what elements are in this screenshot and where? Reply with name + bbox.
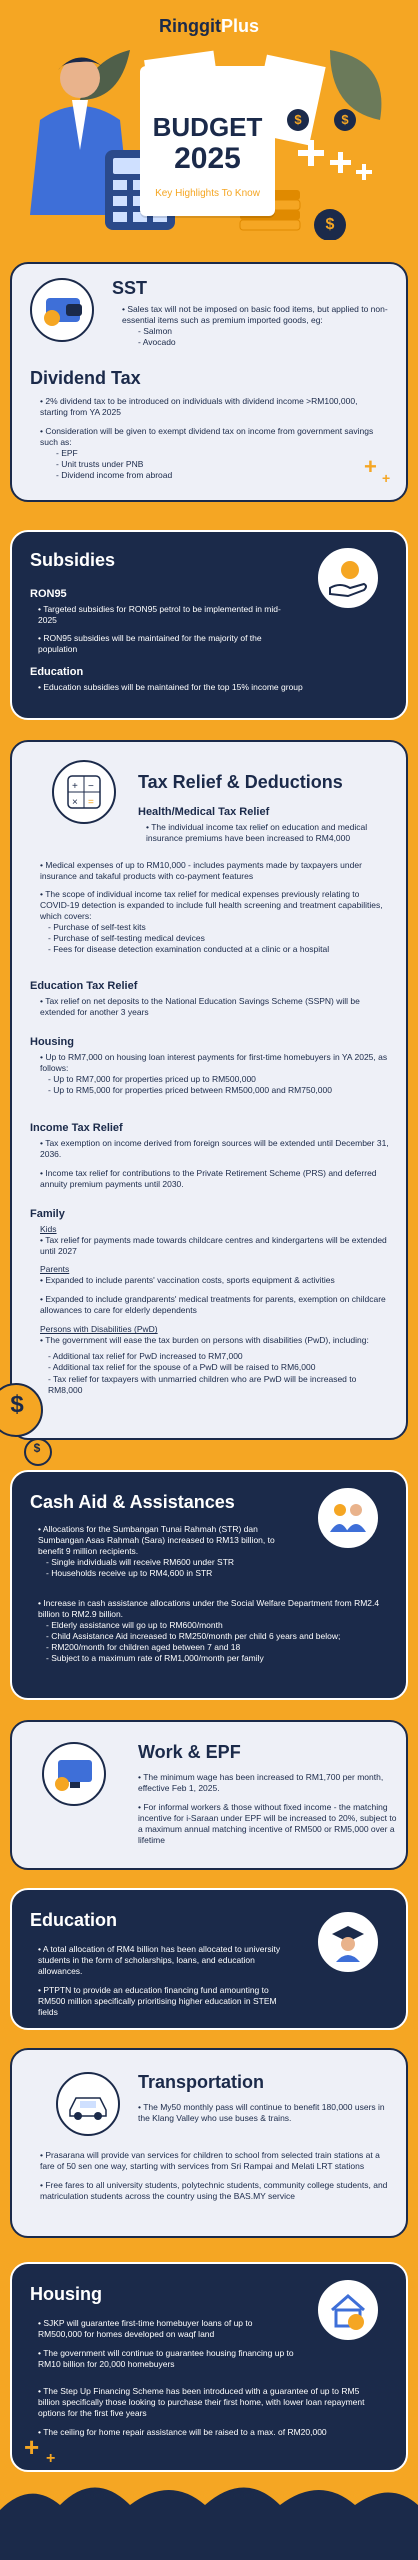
family-icon xyxy=(316,1486,380,1550)
tax-relief-card xyxy=(10,740,408,1440)
subsidies-education-title: Education xyxy=(30,666,84,678)
work-epf-title: Work & EPF xyxy=(138,1742,241,1762)
svg-text:+: + xyxy=(72,781,78,792)
health-relief-bullet-1: • The individual income tax relief on education and medical insurance premiums have been increased to RM4,000 xyxy=(146,822,396,844)
hero-title: BUDGET xyxy=(152,112,263,142)
dividend-title: Dividend Tax xyxy=(30,368,141,388)
ron95-bullet-2: • RON95 subsidies will be maintained for the majority of the population xyxy=(38,633,288,655)
list-item: - Households receive up to RM4,600 in STR xyxy=(46,1568,213,1579)
transportation-title: Transportation xyxy=(138,2072,265,2092)
plus-deco-icon: + xyxy=(364,454,377,479)
plus-deco-icon: + xyxy=(24,2432,40,2462)
housing-relief-bullets: • Up to RM7,000 on housing loan interest payments for first-time homebuyers in YA 2025, as follows: - Up to RM7,000 for properties priced up to RM500,000 - Up to RM5,000 for properties priced between RM500,000 and RM750,000 xyxy=(40,1052,390,1096)
cash-aid-bullets-2: • Increase in cash assistance allocations under the Social Welfare Department from RM2.4 billion to RM2.9 billion. - Elderly assistance will go up to RM600/month - Child Assistance Aid increased to RM250/month per child 6 years and below; - RM200/month for children aged between 7 and 18 - Subject to a maximum rate of RM1,000/month per family xyxy=(38,1598,383,1664)
kids-label: Kids xyxy=(40,1224,57,1234)
svg-text:=: = xyxy=(88,797,94,808)
list-item: - Child Assistance Aid increased to RM250/month per child 6 years and below; xyxy=(46,1631,341,1642)
plus-deco-icon: + xyxy=(46,2450,56,2467)
list-item: - EPF xyxy=(56,448,78,459)
ron95-bullet-1: • Targeted subsidies for RON95 petrol to be implemented in mid-2025 xyxy=(38,604,288,626)
list-item: - Unit trusts under PNB xyxy=(56,459,144,470)
subsidies-card xyxy=(10,530,408,720)
wallet-icon xyxy=(30,278,94,342)
brand-name-main: Ringgit xyxy=(159,16,221,36)
family-relief-section: Kids • Tax relief for payments made towards childcare centres and kindergartens will be extended until 2027 Parents • Expanded to include parents' vaccination costs, sports equipment & activities • Expanded to include grandparents' medical treatments for parents, exemption on childcare allowances to care for elderly dependents Persons with Disabilities (PwD) • The government will ease the tax burden on persons with disabilities (PwD), including: - Additional tax relief for PwD increased to RM7,000 - Additional tax relief for the spouse of a PwD will be raised to RM6,000 - Tax relief for taxpayers with unmarried children who are PwD will be increased to RM8,000 xyxy=(40,1224,390,1396)
tax-relief-title: Tax Relief & Deductions xyxy=(138,772,343,792)
health-relief-bullet-3: • The scope of individual income tax relief for medical expenses previously relating to COVID-19 detection is expanded to include full health screening and treatment capabilities, which covers: xyxy=(40,889,390,922)
housing-bullets-2: • The Step Up Financing Scheme has been introduced with a guarantee of up to RM5 billion specifically those looking to purchase their first home, with lower loan repayment options for the first five years • The ceiling for home repair assistance will be raised to a max. of RM20,000 xyxy=(38,2386,378,2438)
dollar-coin-icon: $ xyxy=(325,216,335,233)
list-item: - Up to RM5,000 for properties priced between RM500,000 and RM750,000 xyxy=(48,1085,332,1096)
education-card xyxy=(10,1888,408,2030)
hand-coin-icon xyxy=(316,546,380,610)
house-coin-icon xyxy=(316,2278,380,2342)
list-item: - Purchase of self-testing medical devices xyxy=(48,933,205,944)
subsidies-title: Subsidies xyxy=(30,550,116,570)
parents-label: Parents xyxy=(40,1264,70,1275)
dollar-coin-icon: $ xyxy=(341,112,349,127)
svg-text:−: − xyxy=(88,781,94,792)
cash-aid-title: Cash Aid & Assistances xyxy=(30,1492,235,1512)
transportation-bullet-1: • The My50 monthly pass will continue to benefit 180,000 users in the Klang Valley who use buses & trains. xyxy=(138,2102,398,2124)
education-relief-title: Education Tax Relief xyxy=(30,980,138,992)
family-relief-title: Family xyxy=(30,1208,65,1220)
dollar-icon: $ xyxy=(10,1391,24,1418)
car-icon xyxy=(56,2072,120,2136)
cash-aid-card xyxy=(10,1470,408,1700)
list-item: - RM200/month for children aged between 7 and 18 xyxy=(46,1642,241,1653)
computer-money-icon xyxy=(42,1742,106,1806)
list-item: - Salmon xyxy=(138,326,173,337)
work-epf-card xyxy=(10,1720,408,1870)
education-relief-bullets: • Tax relief on net deposits to the National Education Savings Scheme (SSPN) will be extended for another 3 years xyxy=(40,996,390,1018)
housing-relief-title: Housing xyxy=(30,1036,74,1048)
transportation-bullets: • Prasarana will provide van services for children to school from selected train stations at a fare of 50 sen one way, starting with services from Sri Rampai and Melati LRT stations • Free fares to all university students, polytechnic students, community college students, and matriculation students across the country using the BAS.MY service xyxy=(40,2150,390,2202)
hero-year: 2025 xyxy=(174,142,241,175)
brand-name-plus: Plus xyxy=(220,16,259,36)
list-item: - Up to RM7,000 for properties priced up to RM500,000 xyxy=(48,1074,256,1085)
subsidies-education-bullet: • Education subsidies will be maintained for the top 15% income group xyxy=(38,682,368,693)
sst-bullet xyxy=(122,304,397,348)
dividend-bullets xyxy=(40,396,385,481)
list-item: - Avocado xyxy=(138,337,176,348)
ron95-bullets xyxy=(38,604,288,655)
education-bullets: • A total allocation of RM4 billion has been allocated to university students in the form of scholarships, loans, and education allowances. • PTPTN to provide an education financing fund amounting to RM500 million specifically prioritising higher education in STEM fields xyxy=(38,1944,298,2018)
list-item: - Additional tax relief for the spouse of a PwD will be raised to RM6,000 xyxy=(48,1362,316,1373)
sst-dividend-card xyxy=(10,262,408,502)
math-symbols-icon xyxy=(52,760,116,824)
income-relief-title: Income Tax Relief xyxy=(30,1122,123,1134)
housing-title: Housing xyxy=(30,2284,102,2304)
list-item: - Purchase of self-test kits xyxy=(48,922,146,933)
hero-title-card xyxy=(140,66,275,216)
plus-deco-icon: + xyxy=(382,470,391,486)
health-relief-bullet-2: • Medical expenses of up to RM10,000 - includes payments made by taxpayers under insurance and takaful products with co-payment features xyxy=(40,860,390,882)
dollar-coin-icon: $ xyxy=(294,112,302,127)
cash-aid-bullets-1: • Allocations for the Sumbangan Tunai Rahmah (STR) dan Sumbangan Asas Rahmah (Sara) increased to RM13 billion, to benefit 9 million recipients. - Single individuals will receive RM600 under STR - Households receive up to RM4,600 in STR xyxy=(38,1524,298,1579)
list-item: - Additional tax relief for PwD increased to RM7,000 xyxy=(48,1351,243,1362)
list-item: - Elderly assistance will go up to RM600/month xyxy=(46,1620,223,1631)
list-item: - Dividend income from abroad xyxy=(56,470,173,481)
income-relief-bullets: • Tax exemption on income derived from foreign sources will be extended until December 31, 2036. • Income tax relief for contributions to the Private Retirement Scheme (PRS) and deferred annuity premium payments until 2030. xyxy=(40,1138,390,1190)
list-item: - Fees for disease detection examination conducted at a clinic or a hospital xyxy=(48,944,330,955)
ron95-title: RON95 xyxy=(30,588,67,600)
dividend-bullet-1: • 2% dividend tax to be introduced on individuals with dividend income >RM100,000, starting from YA 2025 xyxy=(40,396,385,418)
work-epf-bullets: • The minimum wage has been increased to RM1,700 per month, effective Feb 1, 2025. • For informal workers & those without fixed income - the matching incentive for i-Saraan under EPF will be increased to 20%, subject to a maximum annual matching incentive of RM500 or RM5,000 over a lifetime xyxy=(138,1772,398,1846)
footer-wave-decoration xyxy=(0,2470,418,2560)
sst-title: SST xyxy=(112,278,148,298)
transportation-card xyxy=(10,2048,408,2238)
hero-subtitle: Key Highlights To Know xyxy=(155,188,260,199)
health-relief-bullets xyxy=(40,860,390,955)
brand-logo xyxy=(0,16,418,37)
pwd-label: Persons with Disabilities (PwD) xyxy=(40,1324,158,1335)
list-item: - Subject to a maximum rate of RM1,000/month per family xyxy=(46,1653,264,1664)
subsidies-education-bullets xyxy=(38,682,368,693)
dividend-bullet-2: • Consideration will be given to exempt dividend tax on income from government savings such as: xyxy=(40,426,385,448)
health-relief-title: Health/Medical Tax Relief xyxy=(138,806,270,818)
list-item: - Tax relief for taxpayers with unmarried children who are PwD will be increased to RM8,000 xyxy=(48,1373,357,1395)
sst-bullet-text: • Sales tax will not be imposed on basic food items, but applied to non-essential items such as premium imported goods, eg: xyxy=(122,304,397,326)
housing-card xyxy=(10,2262,408,2472)
svg-text:×: × xyxy=(72,797,78,808)
education-title: Education xyxy=(30,1910,118,1930)
housing-bullets-1: • SJKP will guarantee first-time homebuyer loans of up to RM500,000 for homes developed on waqf land • The government will continue to guarantee housing financing up to RM10 billion for 20,000 homebuyers xyxy=(38,2318,298,2370)
graduate-icon xyxy=(316,1910,380,1974)
list-item: - Single individuals will receive RM600 under STR xyxy=(46,1557,235,1568)
hero-section xyxy=(0,40,418,240)
dollar-icon: $ xyxy=(33,1441,41,1455)
